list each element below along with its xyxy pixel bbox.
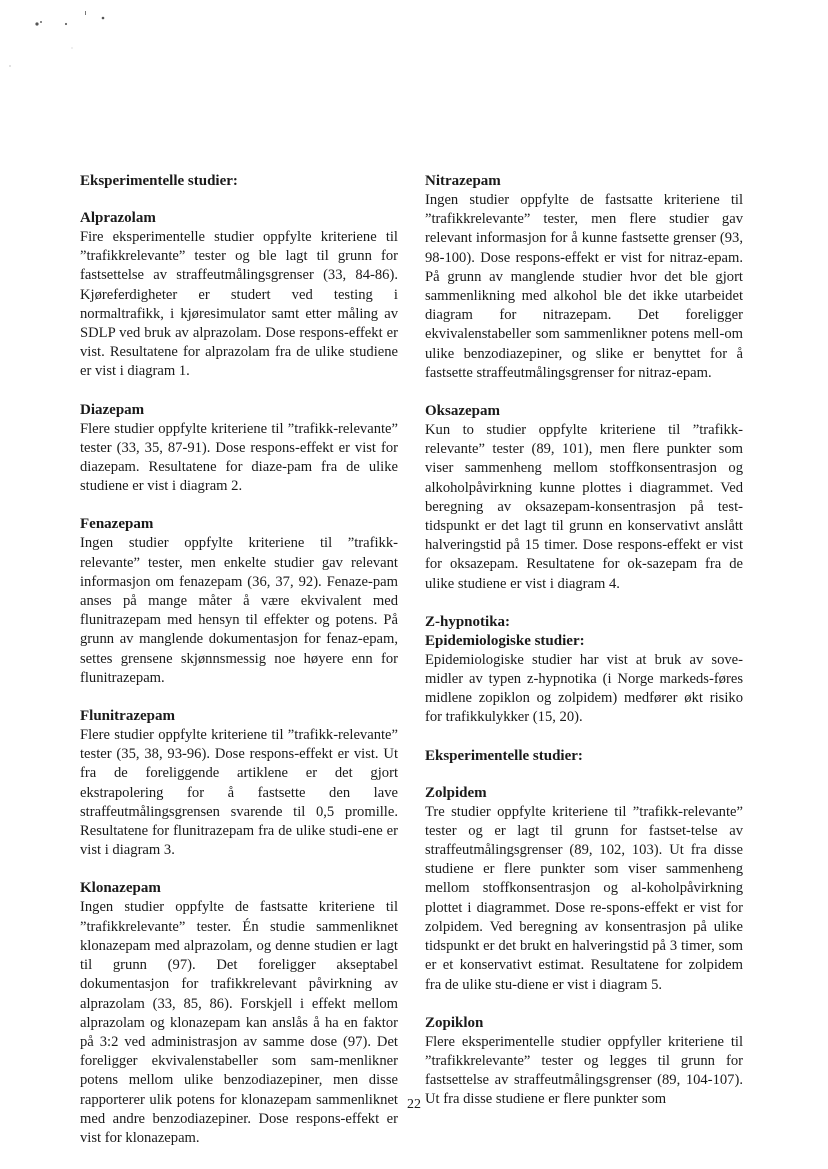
section-title: Oksazepam [425, 403, 500, 420]
section-body: Flere eksperimentelle studier oppfyller kriteriene til ”trafikkrelevante” tester og legges til grunn for fastsettelse av straffeutmålingsgrenser (89, 104-107). Ut fra disse studiene er flere punkter som [425, 1033, 743, 1108]
section-body: Kun to studier oppfylte kriteriene til ”trafikk-relevante” tester (89, 101), men flere punkter som viser sammenheng mellom stoffkonsentrasjon og alkoholpåvirkning kunne plottes i diagrammet. Ved beregning av oksazepam-konsentrasjon på test-tidspunkt er det lagt til grunn en konservativt anslått halveringstid på 15 timer. Dose respons-effekt er vist for oksazepam. Resultatene for ok-sazepam fra de ulike studiene er vist i diagram 4. [425, 422, 743, 592]
section-title: Klonazepam [80, 880, 161, 897]
section-body: Epidemiologiske studier har vist at bruk av sove-midler av typen z-hypnotika (i Norge markeds-føres midlene zopiklon og zolpidem) medfører økt risiko for trafikkulykker (15, 20). [425, 651, 743, 726]
section-fenazepam [80, 515, 398, 688]
section-title: Flunitrazepam [80, 708, 175, 725]
left-column [80, 172, 398, 1167]
section-flunitrazepam [80, 707, 398, 860]
section-body: Fire eksperimentelle studier oppfylte kriteriene til ”trafikkrelevante” tester og ble lagt til grunn for fastsettelse av straffeutmålingsgrenser (33, 84-86). Kjøreferdigheter er studert ved testing i normaltrafikk, i kjøresimulator samt etter måling av SDLP ved bruk av alprazolam. Dose respons-effekt er vist. Resultatene for alprazolam fra de ulike studiene er vist i diagram 1. [80, 229, 398, 380]
section-body: Flere studier oppfylte kriteriene til ”trafikk-relevante” tester (35, 38, 93-96). Dose respons-effekt er vist. Ut fra de foreliggende artiklene er det gjort ekstrapolering for å fastsette den lave straffeutmålingsgrensen svarende til 0,5 promille. Resultatene for flunitrazepam fra de ulike studi-ene er vist i diagram 3. [80, 727, 398, 859]
epidemiological-studies-heading: Epidemiologiske studier: [425, 632, 585, 649]
section-diazepam [80, 401, 398, 497]
section-title: Alprazolam [80, 210, 156, 226]
section-nitrazepam [425, 172, 743, 383]
experimental-studies-heading: Eksperimentelle studier: [80, 173, 238, 189]
section-zolpidem [425, 784, 743, 995]
scan-specks [0, 0, 828, 80]
section-alprazolam [80, 209, 398, 382]
section-title: Fenazepam [80, 516, 154, 533]
section-zopiklon [425, 1014, 743, 1110]
z-hypnotics-heading: Z-hypnotika: [425, 613, 511, 630]
section-body: Ingen studier oppfylte de fastsatte kriteriene til ”trafikkrelevante” tester. Én studie sammenliknet klonazepam med alprazolam, og denne studien er lagt til grunn (97). Det foreligger akseptabel dokumentasjon for trafikkrelevant påvirkning av alprazolam (33, 85, 86). Forskjell i effekt mellom alprazolam og klonazepam kan anslås å ha en faktor på 3:2 ved administrasjon av samme dose (97). Det foreligger ekvivalenstabeller som sam-menlikner potens mellom ulike benzodiazepiner, men disse rapporterer ulik potens for klonazepam sammenliknet med andre benzodiazepiner. Dose respons-effekt er vist for klonazepam. [80, 899, 398, 1146]
section-body: Flere studier oppfylte kriteriene til ”trafikk-relevante” tester (33, 35, 87-91). Dose respons-effekt er vist for diazepam. Resultatene for diaze-pam fra de ulike studiene er vist i diagram 2. [80, 420, 398, 495]
section-title: Diazepam [80, 401, 145, 418]
section-title: Zopiklon [425, 1014, 484, 1031]
experimental-studies-heading: Eksperimentelle studier: [425, 747, 583, 764]
page-number: 22 [407, 1097, 421, 1112]
section-body: Ingen studier oppfylte de fastsatte kriteriene til ”trafikkrelevante” tester, men flere studier gav relevant informasjon for å kunne fastsette grenser (93, 98-100). Dose respons-effekt er vist for nitraz-epam. På grunn av manglende studier hvor det ble gjort sammenlikning med alkohol ble det ikke utarbeidet diagram for nitrazepam. Det foreligger ekvivalenstabeller som sammenlikner potens mell-om ulike benzodiazepiner, og slike er benyttet for å fastsette straffeutmålingsgrenser for nitraz-epam. [425, 192, 743, 381]
right-column [425, 172, 743, 1129]
section-body: Ingen studier oppfylte kriteriene til ”trafikk-relevante” tester, men enkelte studier gav relevant informasjon om fenazepam (36, 37, 92). Fenaze-pam anses på mange måter å være ekvivalent med flunitrazepam med hensyn til effekter og potens. På grunn av manglende dokumentasjon for fenaz-epam, settes grensene skjønnsmessig noe høyere enn for flunitrazepam. [80, 535, 398, 686]
section-title: Nitrazepam [425, 173, 501, 189]
section-oksazepam [425, 402, 743, 594]
section-title: Zolpidem [425, 784, 487, 801]
section-body: Tre studier oppfylte kriteriene til ”trafikk-relevante” tester og er lagt til grunn for fastset-telse av straffeutmålingsgrenser (89, 102, 103). Ut fra disse studiene er flere punkter som viser sammenheng mellom stoffkonsentrasjon og al-koholpåvirkning plottet i diagrammet. Dose re-spons-effekt er vist for zolpidem. Ved beregning av konsentrasjon på ulike tidspunkt er det brukt en halveringstid på 3 timer, som er et konservativt estimat. Resultatene for zolpidem fra de ulike stu-diene er vist i diagram 5. [425, 803, 743, 993]
section-z-hypnotika [425, 613, 743, 728]
